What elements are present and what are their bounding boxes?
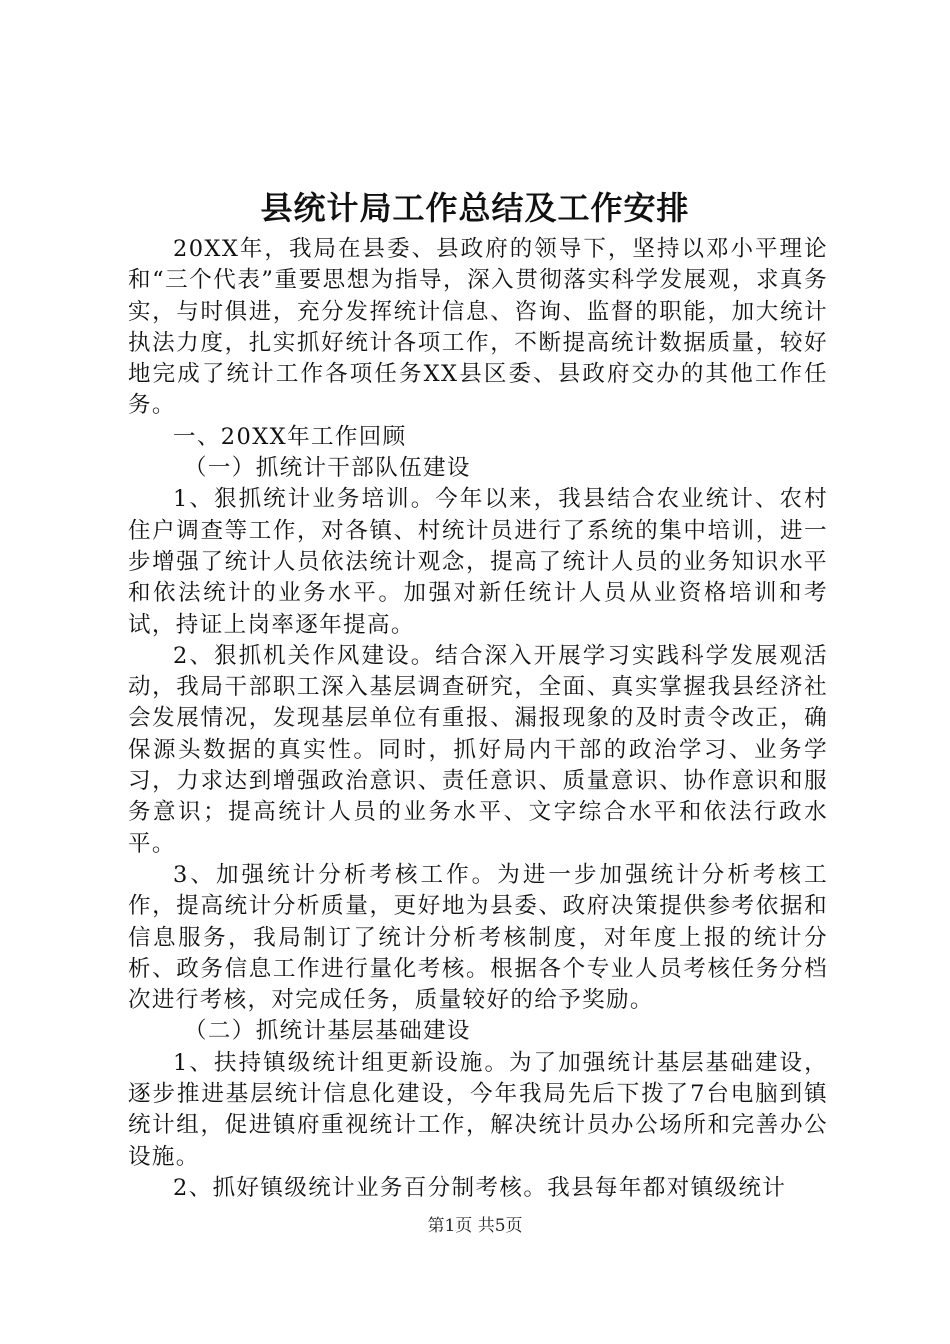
section-heading-review: 一、20XX年工作回顾 [173, 423, 407, 450]
paragraph-work-style: 2、狠抓机关作风建设。结合深入开展学习实践科学发展观活动，我局干部职工深入基层调查研究，全面、真实掌握我县经济社会发展情况，发现基层单位有重报、漏报现象的及时责令改正，确保源头数据的真实性。同时，抓好局内干部的政治学习、业务学习，力求达到增强政治意识、责任意识、质量意识、协作意识和服务意识；提高统计人员的业务水平、文字综合水平和依法行政水平。 [128, 642, 828, 857]
paragraph-analysis-assessment: 3、加强统计分析考核工作。为进一步加强统计分析考核工作，提高统计分析质量，更好地为县委、政府决策提供参考依据和信息服务，我局制订了统计分析考核制度，对年度上报的统计分析、政务信息工作进行量化考核。根据各个专业人员考核任务分档次进行考核，对完成任务，质量较好的给予奖励。 [128, 861, 828, 1014]
paragraph-training: 1、狠抓统计业务培训。今年以来，我县结合农业统计、农村住户调查等工作，对各镇、村统计员进行了系统的集中培训，进一步增强了统计人员依法统计观念，提高了统计人员的业务知识水平和依法统计的业务水平。加强对新任统计人员从业资格培训和考试，持证上岗率逐年提高。 [128, 486, 828, 638]
paragraph-scoring: 2、抓好镇级统计业务百分制考核。我县每年都对镇级统计 [173, 1174, 787, 1201]
subsection-heading-team: （一）抓统计干部队伍建设 [184, 455, 471, 482]
paragraph-facilities: 1、扶持镇级统计组更新设施。为了加强统计基层基础建设，逐步推进基层统计信息化建设，今年我局先后下拨了7台电脑到镇统计组，促进镇府重视统计工作，解决统计员办公场所和完善办公设施。 [128, 1049, 828, 1170]
subsection-heading-grassroots: （二）抓统计基层基础建设 [184, 1018, 471, 1045]
page-number-footer: 第1页 共5页 [427, 1216, 523, 1236]
document-body [128, 234, 828, 1204]
intro-paragraph: 20XX年，我局在县委、县政府的领导下，坚持以邓小平理论和“三个代表”重要思想为指导，深入贯彻落实科学发展观，求真务实，与时俱进，充分发挥统计信息、咨询、监督的职能，加大统计执法力度，扎实抓好统计各项工作，不断提高统计数据质量，较好地完成了统计工作各项任务XX县区委、县政府交办的其他工作任务。 [128, 236, 828, 419]
document-title: 县统计局工作总结及工作安排 [260, 189, 690, 227]
